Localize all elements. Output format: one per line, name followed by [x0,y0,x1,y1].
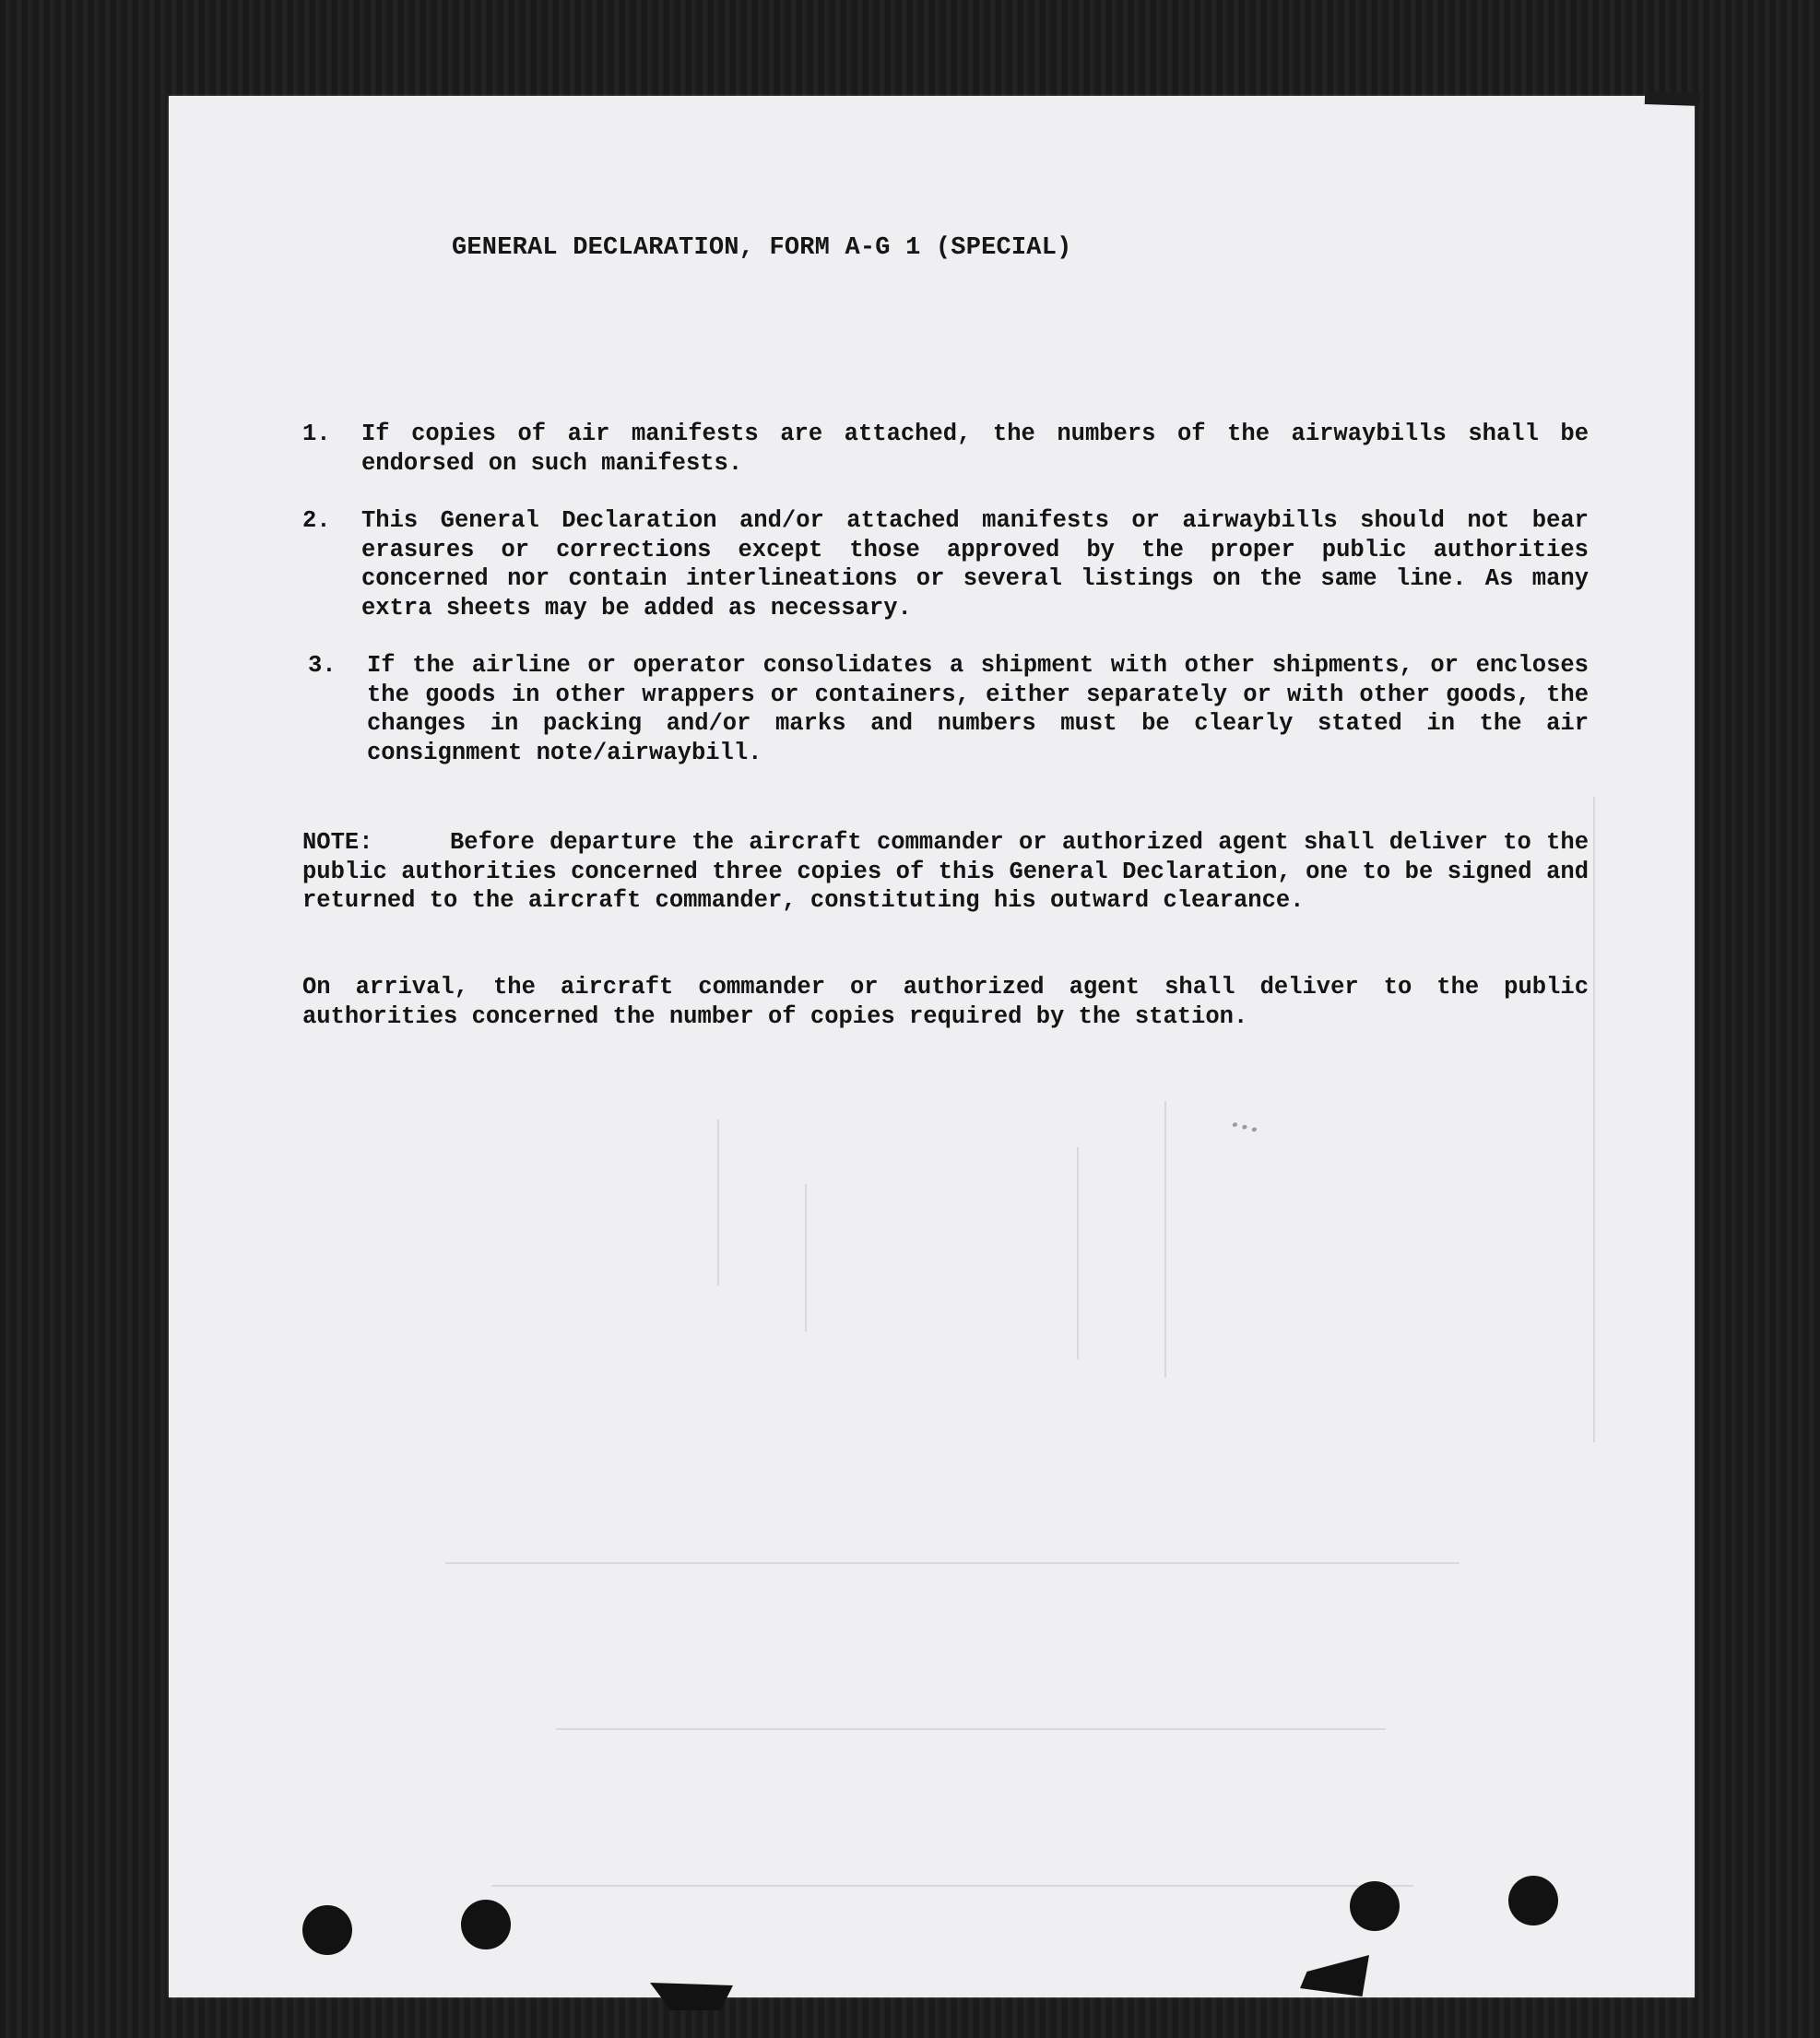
instruction-item-2 [302,506,1589,622]
item-text: If the airline or operator consolidates a shipment with other shipments, or encloses the goods in other wrappers or containers, either separately or with other goods, the changes in packing and/or marks and numbers must be clearly stated in the air consignment note/airwaybill. [367,652,1589,766]
item-text: This General Declaration and/or attached manifests or airwaybills should not bear erasures or corrections except those approved by the proper public authorities concerned nor contain interlineations or several listings on the same line. As many extra sheets may be added as necessary. [361,507,1589,622]
item-text: If copies of air manifests are attached, the numbers of the airwaybills shall be endorsed on such manifests. [361,421,1589,477]
bleed-rule [1593,797,1595,1442]
faint-stamp-smudge: ••• [1227,1116,1261,1142]
item-number: 2. [302,507,331,534]
punch-hole [461,1900,511,1949]
document-title: GENERAL DECLARATION, FORM A-G 1 (SPECIAL) [452,234,1072,262]
page-corner [1645,91,1700,106]
instruction-item-3 [302,651,1589,767]
note-paragraph [302,828,1589,916]
bleed-rule [1077,1147,1079,1359]
bleed-rule [445,1562,1460,1564]
item-number: 1. [302,421,331,447]
bleed-rule [717,1120,719,1286]
bleed-rule [491,1885,1413,1887]
note-text: Before departure the aircraft commander or authorized agent shall deliver to the public authorities concerned three copies of this General Declaration, one to be signed and returned to the aircraft commander, constituting his outward clearance. [302,829,1589,914]
bleed-rule [556,1728,1386,1730]
punch-hole [302,1905,352,1955]
document-page [169,96,1695,1997]
item-number: 3. [308,652,337,679]
bleed-rule [805,1184,807,1332]
punch-hole [1350,1881,1400,1931]
note-label: NOTE: [302,829,373,856]
instruction-item-1 [302,420,1589,478]
bleed-rule [1164,1101,1166,1378]
arrival-paragraph: On arrival, the aircraft commander or authorized agent shall deliver to the public authorities concerned the number of copies required by the station. [302,974,1589,1030]
punch-hole [1508,1876,1558,1925]
